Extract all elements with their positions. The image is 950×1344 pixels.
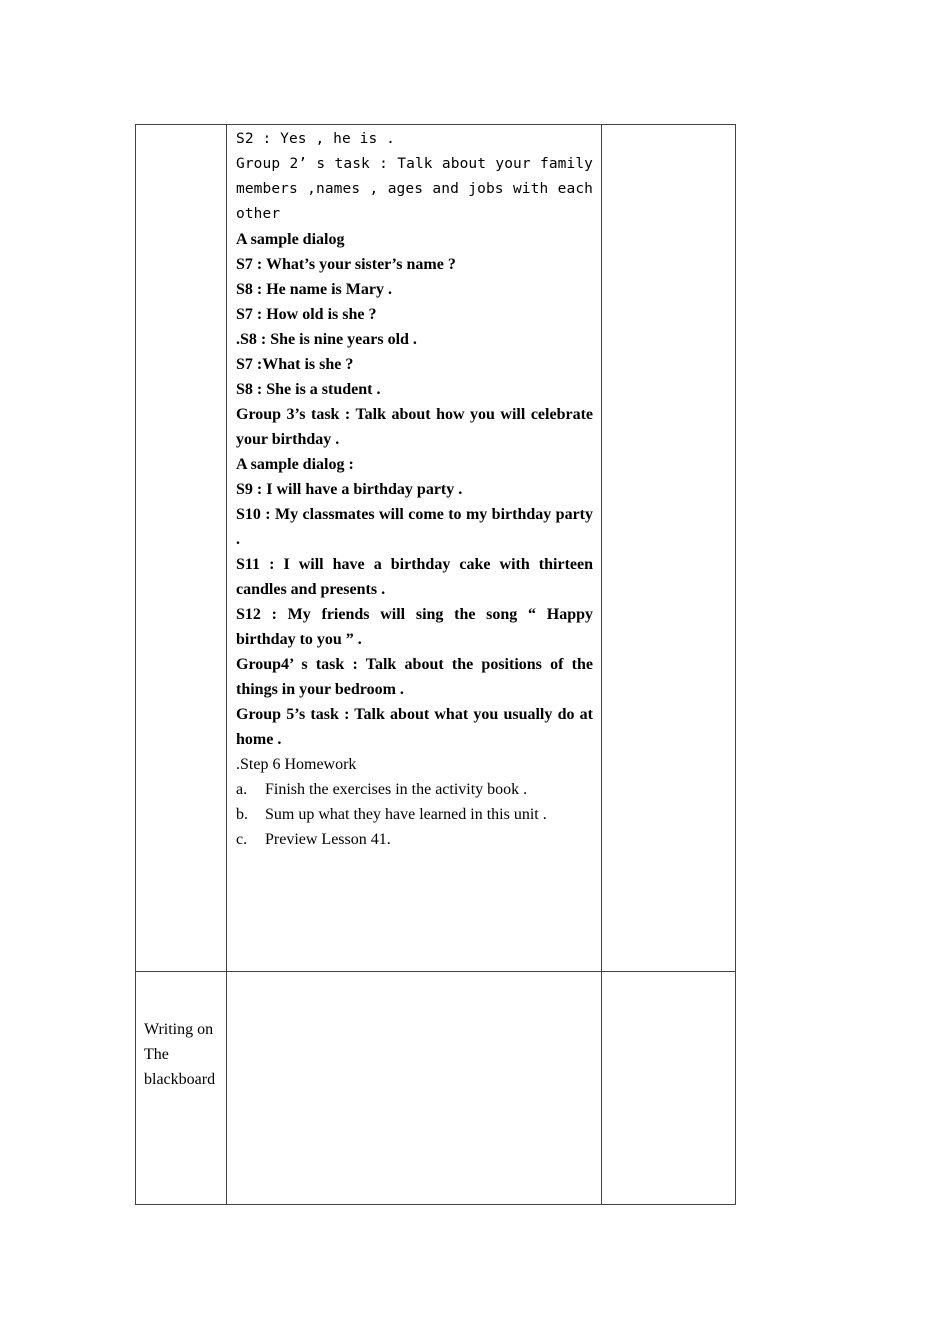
list-item	[236, 802, 593, 827]
blackboard-label-cell	[136, 972, 227, 1205]
group-3-task: Group 3’s task : Talk about how you will celebrate your birthday .	[236, 406, 593, 448]
dialog-line: S2 : Yes , he is .	[236, 131, 395, 147]
procedure-cell	[227, 125, 602, 972]
table-row	[136, 125, 736, 972]
right-cell-empty	[602, 972, 736, 1205]
dialog-line: S10 : My classmates will come to my birthday party .	[236, 506, 593, 548]
lesson-plan-table	[135, 124, 736, 1205]
sample-dialog-heading: A sample dialog :	[236, 456, 354, 473]
dialog-line: S8 : He name is Mary .	[236, 281, 392, 298]
list-marker: c.	[236, 831, 248, 848]
left-cell-empty	[136, 125, 227, 972]
dialog-line: S12 : My friends will sing the song “ Happy birthday to you ” .	[236, 606, 593, 648]
list-item-text: Finish the exercises in the activity book .	[265, 781, 528, 798]
label-line: The	[144, 1046, 169, 1063]
homework-heading: .Step 6 Homework	[236, 756, 357, 773]
dialog-line: .S8 : She is nine years old .	[236, 331, 417, 348]
dialog-line: S7 : What’s your sister’s name ?	[236, 256, 456, 273]
right-cell-empty	[602, 125, 736, 972]
list-item-text: Sum up what they have learned in this unit .	[265, 806, 547, 823]
list-item	[236, 827, 593, 852]
dialog-line: S8 : She is a student .	[236, 381, 381, 398]
table-row	[136, 972, 736, 1205]
dialog-line: S11 : I will have a birthday cake with thirteen candles and presents .	[236, 556, 593, 598]
label-line: Writing on	[144, 1021, 214, 1038]
dialog-line: S9 : I will have a birthday party .	[236, 481, 463, 498]
label-line: blackboard	[144, 1071, 216, 1088]
procedure-content	[227, 125, 601, 852]
group-5-task: Group 5’s task : Talk about what you usually do at home .	[236, 706, 593, 748]
blackboard-label	[136, 972, 226, 1092]
sample-dialog-heading: A sample dialog	[236, 231, 345, 248]
dialog-line: S7 :What is she ?	[236, 356, 354, 373]
list-marker: b.	[236, 806, 248, 823]
group-2-task: Group 2’ s task : Talk about your family members ,names , ages and jobs with each other	[236, 156, 593, 222]
blackboard-content-cell	[227, 972, 602, 1205]
list-marker: a.	[236, 781, 248, 798]
list-item-text: Preview Lesson 41.	[265, 831, 391, 848]
dialog-line: S7 : How old is she ?	[236, 306, 377, 323]
group-4-task: Group4’ s task : Talk about the positions of the things in your bedroom .	[236, 656, 593, 698]
list-item	[236, 777, 593, 802]
